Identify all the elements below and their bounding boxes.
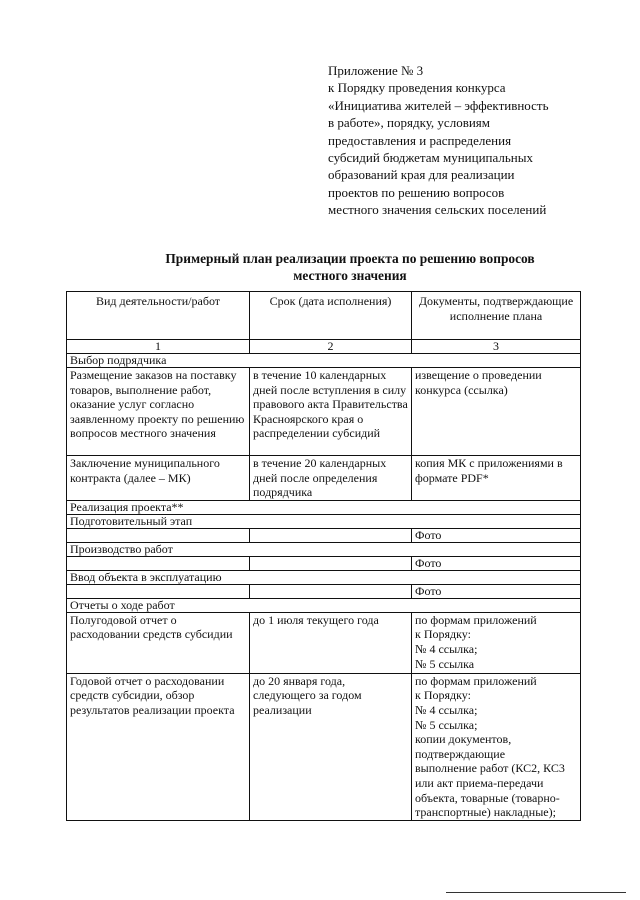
documents-cell: извещение о проведении конкурса (ссылка) <box>412 368 581 456</box>
activity-cell: Годовой отчет о расходовании средств субсидии, обзор результатов реализации проекта <box>67 673 250 820</box>
document-line: № 4 ссылка; <box>415 702 478 717</box>
appendix-line: в работе», порядку, условиям <box>328 115 490 131</box>
document-line: подтверждающие <box>415 746 506 761</box>
column-number-row <box>67 340 581 354</box>
section-production: Производство работ <box>67 542 581 556</box>
table-row <box>67 528 581 542</box>
document-line: копии документов, <box>415 732 512 747</box>
appendix-line: к Порядку проведения конкурса <box>328 80 506 96</box>
header-deadline: Срок (дата исполнения) <box>250 292 412 340</box>
activity-cell: Полугодовой отчет о расходовании средств субсидии <box>67 612 250 673</box>
section-reports: Отчеты о ходе работ <box>67 598 581 612</box>
activity-cell: Заключение муниципального контракта (далее – МК) <box>67 456 250 501</box>
table-row <box>67 673 581 820</box>
document-title <box>60 250 640 284</box>
section-row <box>67 514 581 528</box>
document-line: к Порядку: <box>415 688 471 703</box>
appendix-line: субсидий бюджетам муниципальных <box>328 150 533 166</box>
table-row <box>67 556 581 570</box>
deadline-cell: в течение 20 календарных дней после определения подрядчика <box>250 456 412 501</box>
appendix-line: образований края для реализации <box>328 167 515 183</box>
title-line-1: Примерный план реализации проекта по решению вопросов <box>165 251 535 266</box>
deadline-cell <box>250 584 412 598</box>
document-line: по формам приложений <box>415 612 537 627</box>
activity-cell <box>67 584 250 598</box>
photo-cell: Фото <box>412 584 581 598</box>
section-implementation: Реализация проекта** <box>67 500 581 514</box>
section-row <box>67 500 581 514</box>
column-number: 3 <box>412 340 581 354</box>
document-line: объекта, товарные (товарно- <box>415 790 560 805</box>
section-commissioning: Ввод объекта в эксплуатацию <box>67 570 581 584</box>
table-header-row <box>67 292 581 340</box>
deadline-cell <box>250 528 412 542</box>
deadline-cell: до 20 января года, следующего за годом реализации <box>250 673 412 820</box>
documents-cell <box>412 612 581 673</box>
activity-cell <box>67 556 250 570</box>
footer-divider <box>446 892 626 893</box>
photo-cell: Фото <box>412 528 581 542</box>
document-line: № 5 ссылка <box>415 656 475 671</box>
table-row <box>67 368 581 456</box>
document-line: по формам приложений <box>415 673 537 688</box>
deadline-cell: до 1 июля текущего года <box>250 612 412 673</box>
column-number: 2 <box>250 340 412 354</box>
document-line: к Порядку: <box>415 627 471 642</box>
activity-cell <box>67 528 250 542</box>
photo-cell: Фото <box>412 556 581 570</box>
activity-cell: Размещение заказов на поставку товаров, выполнение работ, оказание услуг согласно заявленному проекту по решению вопросов местного значения <box>67 368 250 456</box>
documents-cell: копия МК с приложениями в формате PDF* <box>412 456 581 501</box>
header-documents: Документы, подтверждающие исполнение плана <box>412 292 581 340</box>
document-line: выполнение работ (КС2, КС3 <box>415 761 565 776</box>
header-activity: Вид деятельности/работ <box>67 292 250 340</box>
table-row <box>67 612 581 673</box>
document-line: или акт приема-передачи <box>415 775 544 790</box>
section-row <box>67 570 581 584</box>
section-row <box>67 354 581 368</box>
document-line: транспортные) накладные); <box>415 805 556 820</box>
table-row <box>67 456 581 501</box>
table-row <box>67 584 581 598</box>
document-line: № 5 ссылка; <box>415 717 478 732</box>
title-line-2: местного значения <box>293 268 407 283</box>
deadline-cell <box>250 556 412 570</box>
document-line: № 4 ссылка; <box>415 641 478 656</box>
section-row <box>67 542 581 556</box>
section-preparatory: Подготовительный этап <box>67 514 581 528</box>
appendix-line: Приложение № 3 <box>328 63 424 78</box>
appendix-line: местного значения сельских поселений <box>328 202 547 218</box>
column-number: 1 <box>67 340 250 354</box>
documents-cell <box>412 673 581 820</box>
section-contractor: Выбор подрядчика <box>67 354 581 368</box>
appendix-line: предоставления и распределения <box>328 132 512 148</box>
appendix-header <box>328 62 618 219</box>
appendix-line: проектов по решению вопросов <box>328 184 505 200</box>
section-row <box>67 598 581 612</box>
plan-table <box>66 291 581 821</box>
deadline-cell: в течение 10 календарных дней после вступления в силу правового акта Правительства Красноярского края о распределении субсидий <box>250 368 412 456</box>
appendix-line: «Инициатива жителей – эффективность <box>328 97 549 113</box>
